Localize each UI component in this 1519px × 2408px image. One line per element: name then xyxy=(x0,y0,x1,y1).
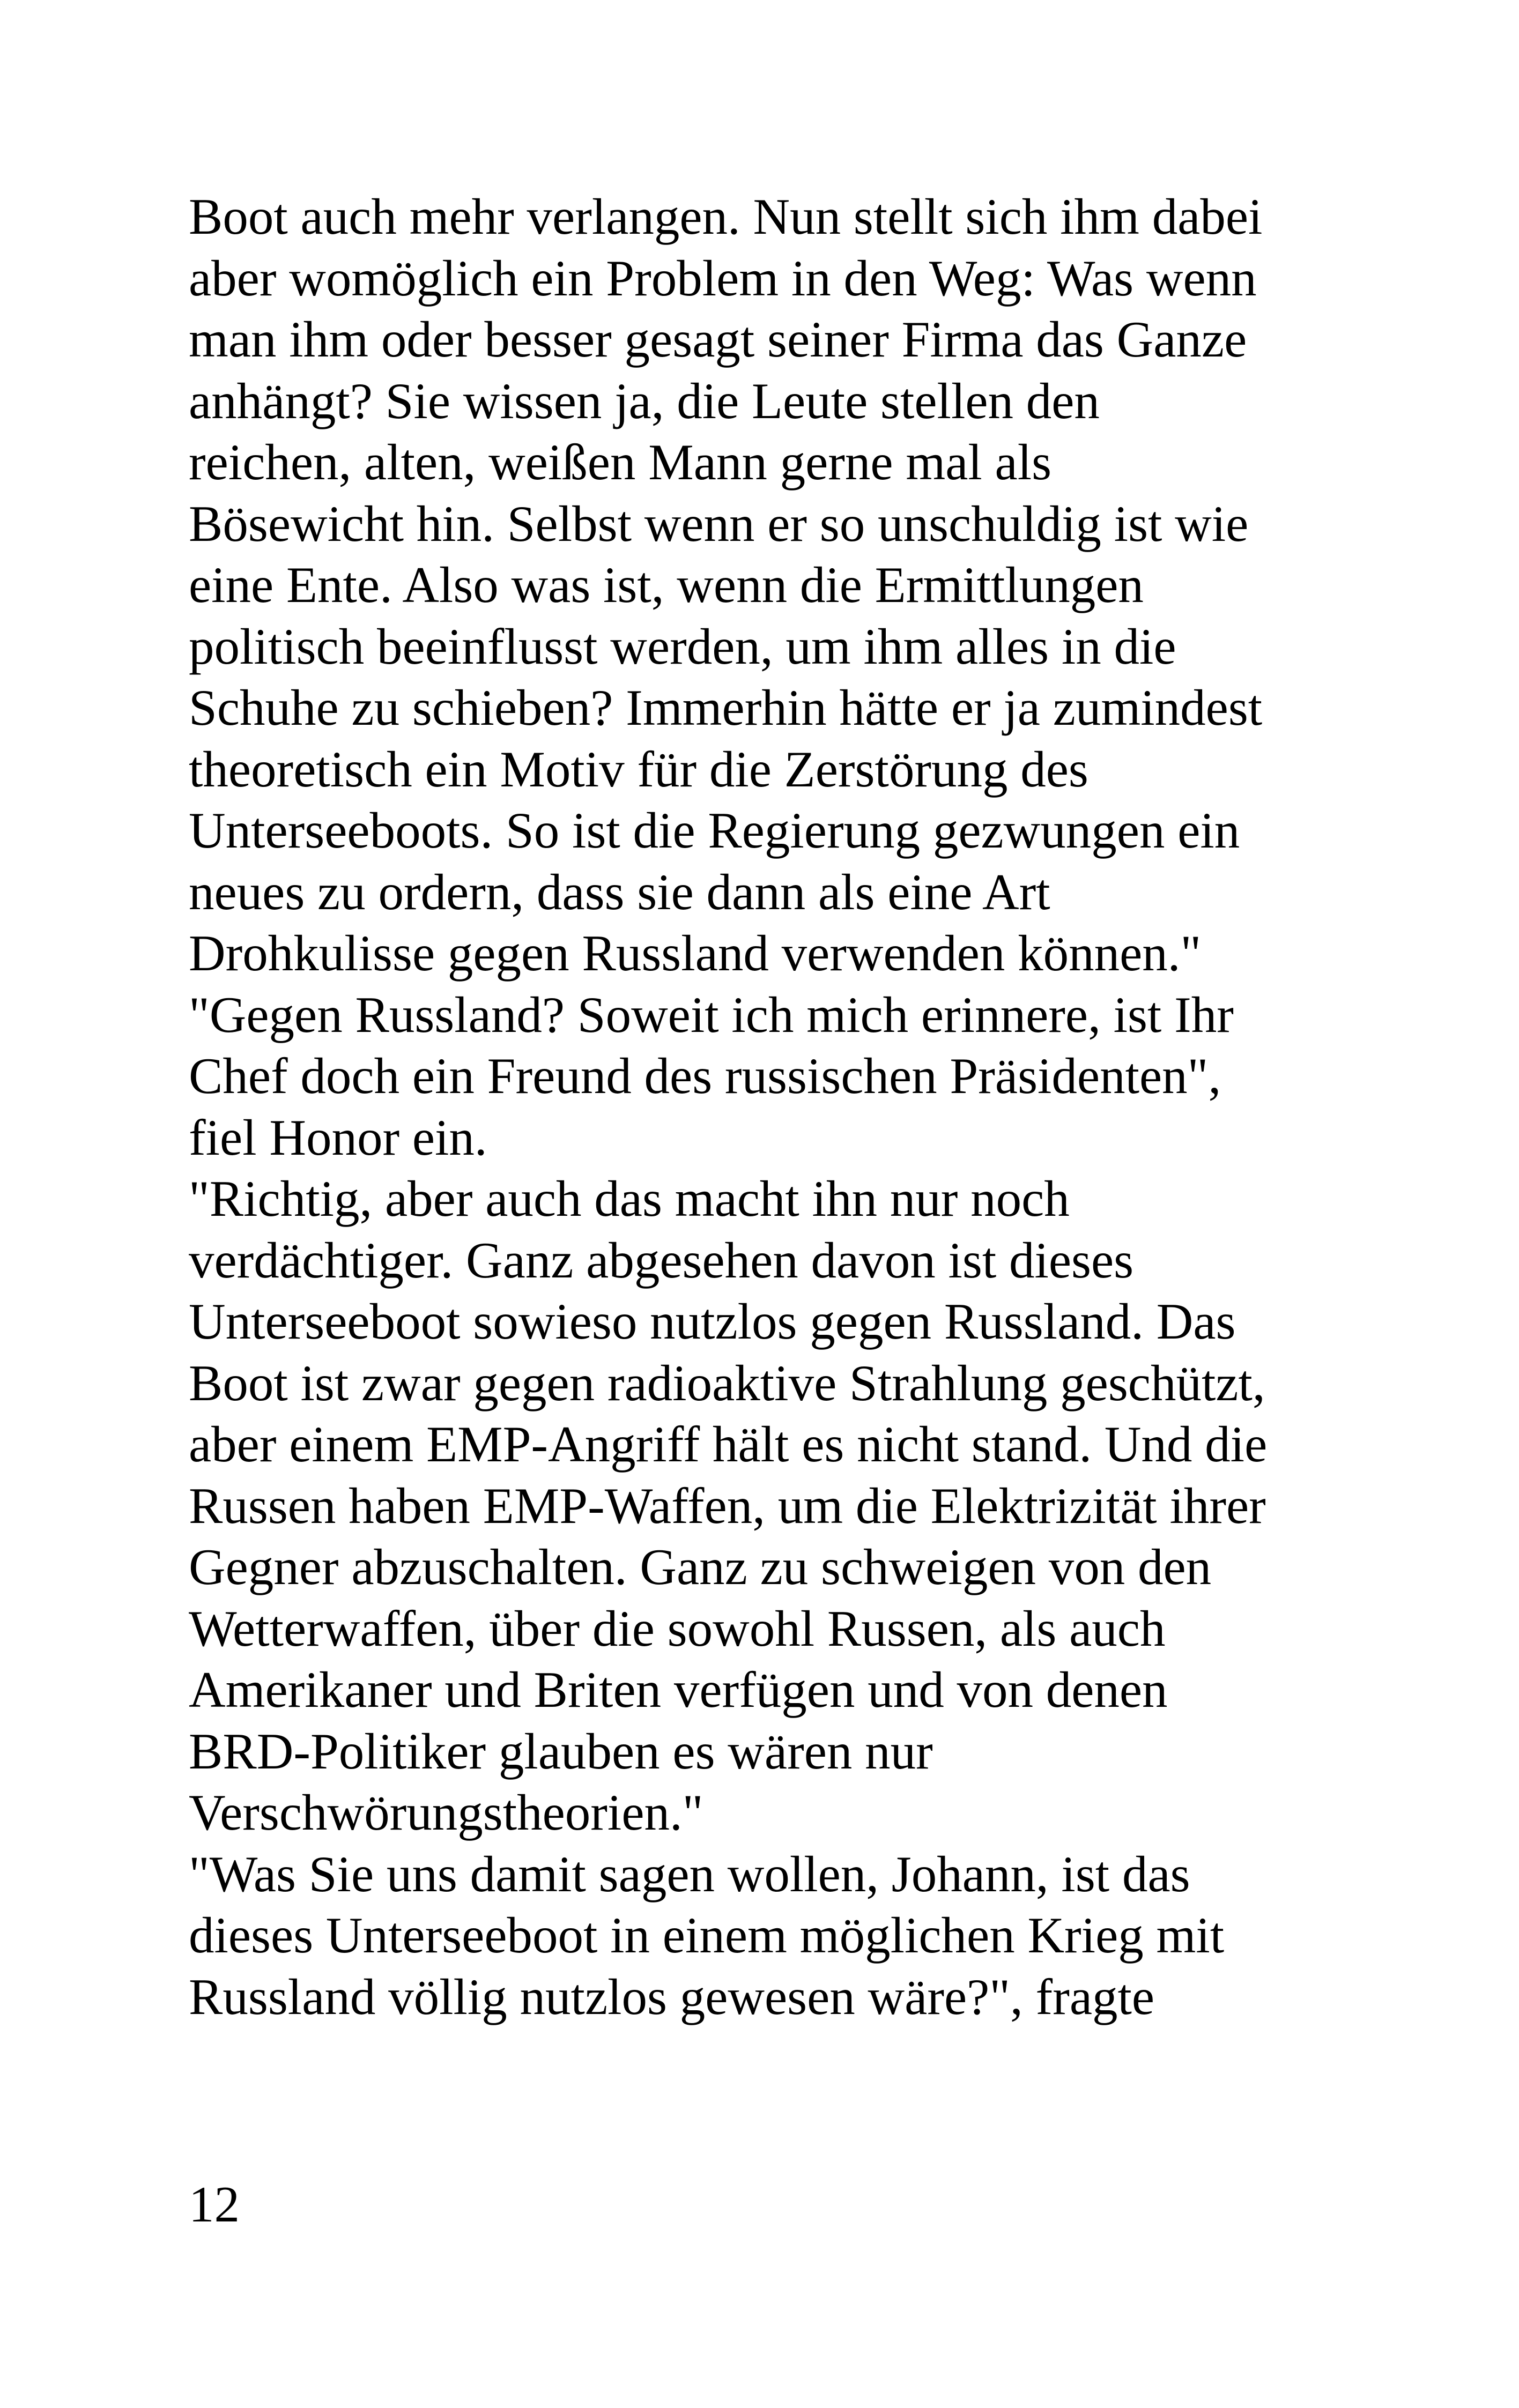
text-line: Boot auch mehr verlangen. Nun stellt sich ihm dabei xyxy=(189,188,1263,245)
text-line: aber einem EMP-Angriff hält es nicht stand. Und die xyxy=(189,1416,1268,1473)
text-line: man ihm oder besser gesagt seiner Firma das Ganze xyxy=(189,311,1247,368)
text-line: theoretisch ein Motiv für die Zerstörung des xyxy=(189,740,1088,798)
text-line: "Gegen Russland? Soweit ich mich erinnere, ist Ihr xyxy=(189,986,1234,1043)
text-line: Drohkulisse gegen Russland verwenden können." xyxy=(189,925,1202,982)
text-line: anhängt? Sie wissen ja, die Leute stellen den xyxy=(189,372,1100,429)
body-text xyxy=(189,186,1347,2027)
text-line: Schuhe zu schieben? Immerhin hätte er ja zumindest xyxy=(189,679,1263,736)
text-line: fiel Honor ein. xyxy=(189,1109,487,1166)
text-line: Bösewicht hin. Selbst wenn er so unschuldig ist wie xyxy=(189,495,1249,552)
text-line: Amerikaner und Briten verfügen und von denen xyxy=(189,1661,1168,1718)
text-line: Chef doch ein Freund des russischen Präsidenten", xyxy=(189,1047,1221,1104)
text-line: Russen haben EMP-Waffen, um die Elektrizität ihrer xyxy=(189,1477,1266,1534)
text-line: aber womöglich ein Problem in den Weg: Was wenn xyxy=(189,249,1257,307)
text-line: "Was Sie uns damit sagen wollen, Johann, ist das xyxy=(189,1845,1190,1902)
text-line: politisch beeinflusst werden, um ihm alles in die xyxy=(189,618,1176,675)
text-line: neues zu ordern, dass sie dann als eine Art xyxy=(189,863,1050,920)
page-number: 12 xyxy=(189,2176,240,2233)
text-line: Gegner abzuschalten. Ganz zu schweigen von den xyxy=(189,1539,1212,1595)
text-line: verdächtiger. Ganz abgesehen davon ist dieses xyxy=(189,1231,1134,1289)
text-line: Unterseeboots. So ist die Regierung gezwungen ein xyxy=(189,802,1240,859)
text-line: Wetterwaffen, über die sowohl Russen, als auch xyxy=(189,1600,1166,1657)
text-line: "Richtig, aber auch das macht ihn nur noch xyxy=(189,1170,1070,1227)
text-line: reichen, alten, weißen Mann gerne mal als xyxy=(189,434,1052,490)
text-line: Unterseeboot sowieso nutzlos gegen Russland. Das xyxy=(189,1293,1236,1350)
text-line: Russland völlig nutzlos gewesen wäre?", fragte xyxy=(189,1968,1155,2025)
text-line: Verschwörungstheorien." xyxy=(189,1784,703,1841)
text-line: dieses Unterseeboot in einem möglichen Krieg mit xyxy=(189,1907,1225,1964)
text-line: Boot ist zwar gegen radioaktive Strahlung geschützt, xyxy=(189,1354,1265,1411)
text-line: eine Ente. Also was ist, wenn die Ermittlungen xyxy=(189,556,1144,613)
text-line: BRD-Politiker glauben es wären nur xyxy=(189,1722,933,1780)
